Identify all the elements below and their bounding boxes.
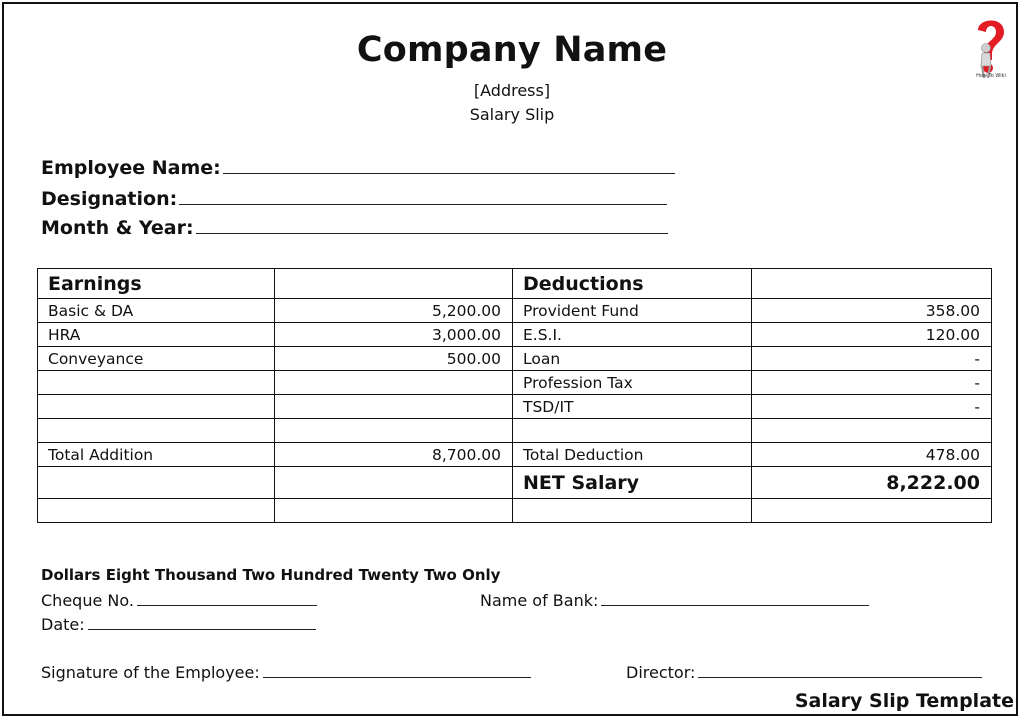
net-salary-label: NET Salary (513, 467, 752, 499)
cheque-field (41, 591, 317, 610)
net-salary-amount: 8,222.00 (752, 467, 992, 499)
net-empty-cell (275, 467, 513, 499)
employee-signature-blank[interactable] (263, 665, 531, 678)
earning-amount (275, 395, 513, 419)
table-row (38, 371, 992, 395)
totals-row (38, 443, 992, 467)
table-row (38, 299, 992, 323)
employee-signature-label: Signature of the Employee: (41, 663, 260, 682)
date-field (41, 615, 316, 634)
slip-title: Salary Slip (469, 105, 555, 124)
deduction-label: Loan (513, 347, 752, 371)
deduction-amount (752, 419, 992, 443)
cheque-label: Cheque No. (41, 591, 134, 610)
deductions-header: Deductions (513, 269, 752, 299)
net-salary-row (38, 467, 992, 499)
earning-amount (275, 371, 513, 395)
deduction-amount: 358.00 (752, 299, 992, 323)
deduction-amount: - (752, 347, 992, 371)
deduction-amount: - (752, 395, 992, 419)
director-signature-blank[interactable] (698, 665, 982, 678)
deduction-amount: 120.00 (752, 323, 992, 347)
deduction-amount: - (752, 371, 992, 395)
table-row (38, 419, 992, 443)
bank-field (480, 591, 869, 610)
empty-cell (275, 499, 513, 523)
logo-caption: How To Wiki (976, 73, 1006, 79)
salary-table (37, 268, 992, 523)
table-header-row (38, 269, 992, 299)
month-year-blank[interactable] (196, 219, 668, 234)
earning-amount: 500.00 (275, 347, 513, 371)
earnings-amount-header (275, 269, 513, 299)
template-caption: Salary Slip Template (794, 690, 1014, 712)
earning-label (38, 419, 275, 443)
net-empty-cell (38, 467, 275, 499)
earning-amount: 3,000.00 (275, 323, 513, 347)
deduction-label (513, 419, 752, 443)
earning-label: Conveyance (38, 347, 275, 371)
deduction-label: TSD/IT (513, 395, 752, 419)
earning-amount: 5,200.00 (275, 299, 513, 323)
total-addition-amount: 8,700.00 (275, 443, 513, 467)
earning-label: HRA (38, 323, 275, 347)
earning-amount (275, 419, 513, 443)
employee-name-label: Employee Name: (41, 157, 221, 179)
bank-blank[interactable] (601, 593, 869, 606)
total-deduction-amount: 478.00 (752, 443, 992, 467)
bank-label: Name of Bank: (480, 591, 599, 610)
table-row (38, 395, 992, 419)
month-year-label: Month & Year: (41, 217, 194, 239)
deductions-amount-header (752, 269, 992, 299)
table-row (38, 499, 992, 523)
earnings-header: Earnings (38, 269, 275, 299)
deduction-label: E.S.I. (513, 323, 752, 347)
earning-label (38, 371, 275, 395)
designation-field (41, 188, 667, 210)
amount-in-words: Dollars Eight Thousand Two Hundred Twenty Two Only (41, 566, 501, 584)
date-blank[interactable] (88, 617, 316, 630)
employee-signature-field (41, 663, 531, 682)
table-row (38, 347, 992, 371)
total-addition-label: Total Addition (38, 443, 275, 467)
designation-label: Designation: (41, 188, 178, 210)
director-signature-field (626, 663, 982, 682)
earning-label (38, 395, 275, 419)
cheque-blank[interactable] (137, 593, 317, 606)
employee-name-field (41, 157, 675, 179)
month-year-field (41, 217, 668, 239)
date-label: Date: (41, 615, 85, 634)
designation-blank[interactable] (179, 190, 667, 205)
empty-cell (752, 499, 992, 523)
company-name: Company Name (356, 30, 668, 70)
deduction-label: Provident Fund (513, 299, 752, 323)
earning-label: Basic & DA (38, 299, 275, 323)
table-row (38, 323, 992, 347)
total-deduction-label: Total Deduction (513, 443, 752, 467)
employee-name-blank[interactable] (223, 159, 675, 174)
deduction-label: Profession Tax (513, 371, 752, 395)
empty-cell (513, 499, 752, 523)
company-address: [Address] (473, 81, 551, 100)
director-label: Director: (626, 663, 696, 682)
empty-cell (38, 499, 275, 523)
